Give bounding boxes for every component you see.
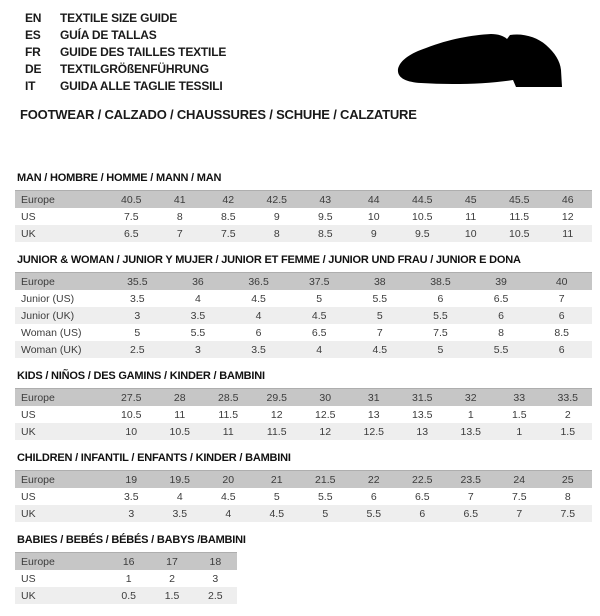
size-value-cell: 3.5 — [130, 292, 145, 305]
table-row — [15, 389, 592, 407]
language-code: DE — [25, 62, 42, 76]
table-row — [15, 587, 237, 604]
size-value-cell: 42 — [204, 191, 253, 209]
size-value-cell: 44.5 — [398, 191, 447, 209]
size-value-cell: 8 — [176, 210, 183, 223]
size-value-cell: 45.5 — [495, 191, 544, 209]
size-value-cell: 9 — [370, 227, 377, 240]
size-value-cell: 20 — [204, 471, 253, 489]
language-title: GUÍA DE TALLAS — [60, 28, 157, 42]
size-value-cell: 11.5 — [509, 210, 530, 223]
size-section — [15, 452, 592, 522]
language-code: EN — [25, 11, 42, 25]
language-title: GUIDA ALLE TAGLIE TESSILI — [60, 79, 223, 93]
language-title: TEXTILGRÖßENFÜHRUNG — [60, 62, 209, 76]
size-value-cell: 40 — [531, 273, 592, 291]
size-value-cell: 4 — [195, 292, 201, 305]
size-value-cell: 28.5 — [204, 389, 253, 407]
size-value-cell: 21.5 — [301, 471, 350, 489]
size-value-cell: 12.5 — [363, 425, 384, 438]
size-value-cell: 10 — [125, 425, 138, 438]
language-row — [25, 61, 226, 78]
size-value-cell: 13.5 — [460, 425, 481, 438]
size-section — [15, 254, 592, 358]
size-value-cell: 13 — [367, 408, 380, 421]
table-row — [15, 423, 592, 440]
size-table — [15, 470, 592, 522]
size-value-cell: 12 — [319, 425, 332, 438]
size-value-cell: 7 — [467, 490, 474, 503]
size-value-cell: 27.5 — [107, 389, 156, 407]
table-row — [15, 471, 592, 489]
size-table — [15, 190, 592, 242]
table-row — [15, 290, 592, 307]
section-title: MAN / HOMBRE / HOMME / MANN / MAN — [17, 172, 222, 184]
row-label-cell: US — [21, 572, 36, 585]
size-value-cell: 3 — [128, 507, 135, 520]
language-row — [25, 27, 226, 44]
size-value-cell: 3.5 — [190, 309, 206, 322]
size-value-cell: 19.5 — [156, 471, 205, 489]
table-row — [15, 553, 237, 571]
size-value-cell: 31 — [350, 389, 399, 407]
size-value-cell: 11 — [174, 408, 186, 421]
size-value-cell: 3 — [195, 343, 201, 356]
size-table — [15, 272, 592, 358]
size-value-cell: 12.5 — [315, 408, 336, 421]
size-value-cell: 40.5 — [107, 191, 156, 209]
size-value-cell: 23.5 — [447, 471, 496, 489]
size-value-cell: 37.5 — [289, 273, 350, 291]
size-value-cell: 6 — [370, 490, 377, 503]
size-value-cell: 10.5 — [169, 425, 190, 438]
size-value-cell: 7.5 — [511, 490, 527, 503]
size-value-cell: 7 — [376, 326, 383, 339]
category-heading: FOOTWEAR / CALZADO / CHAUSSURES / SCHUHE / CALZATURE — [20, 107, 417, 122]
row-label-cell: Junior (US) — [21, 292, 75, 305]
size-value-cell: 9.5 — [317, 210, 333, 223]
row-label-cell: UK — [21, 507, 36, 520]
size-value-cell: 10.5 — [509, 227, 530, 240]
table-row — [15, 505, 592, 522]
size-value-cell: 11.5 — [218, 408, 239, 421]
size-value-cell: 8.5 — [220, 210, 236, 223]
size-value-cell: 33.5 — [544, 389, 593, 407]
size-value-cell: 9.5 — [414, 227, 430, 240]
table-row — [15, 341, 592, 358]
size-value-cell: 32 — [447, 389, 496, 407]
size-value-cell: 4 — [176, 490, 183, 503]
size-value-cell: 38.5 — [410, 273, 471, 291]
row-label-cell: Europe — [15, 553, 107, 571]
size-value-cell: 5 — [316, 292, 323, 305]
size-value-cell: 1.5 — [164, 589, 180, 602]
size-value-cell: 28 — [156, 389, 205, 407]
size-value-cell: 4.5 — [251, 292, 266, 305]
size-value-cell: 13.5 — [412, 408, 433, 421]
size-value-cell: 2 — [169, 572, 175, 585]
size-value-cell: 4.5 — [220, 490, 236, 503]
size-value-cell: 12 — [270, 408, 283, 421]
size-value-cell: 5 — [134, 326, 141, 339]
size-value-cell: 2 — [564, 408, 571, 421]
language-list — [25, 10, 226, 95]
row-label-cell: UK — [21, 425, 36, 438]
size-value-cell: 6.5 — [493, 292, 509, 305]
size-section — [15, 370, 592, 440]
size-value-cell: 8.5 — [554, 326, 569, 339]
size-value-cell: 1.5 — [560, 425, 576, 438]
size-value-cell: 5 — [376, 309, 383, 322]
size-value-cell: 46 — [544, 191, 593, 209]
language-title: TEXTILE SIZE GUIDE — [60, 11, 178, 25]
size-value-cell: 6.5 — [311, 326, 327, 339]
table-row — [15, 488, 592, 505]
size-value-cell: 10.5 — [121, 408, 142, 421]
size-value-cell: 36 — [168, 273, 229, 291]
size-value-cell: 44 — [350, 191, 399, 209]
size-value-cell: 39 — [471, 273, 532, 291]
size-value-cell: 36.5 — [228, 273, 289, 291]
size-value-cell: 35.5 — [107, 273, 168, 291]
size-value-cell: 25 — [544, 471, 593, 489]
language-code: ES — [25, 28, 41, 42]
size-value-cell: 1 — [516, 425, 523, 438]
size-value-cell: 5 — [437, 343, 444, 356]
size-value-cell: 6 — [498, 309, 504, 322]
size-value-cell: 41 — [156, 191, 205, 209]
row-label-cell: Woman (US) — [21, 326, 82, 339]
size-table — [15, 388, 592, 440]
size-value-cell: 1 — [467, 408, 474, 421]
size-value-cell: 8.5 — [317, 227, 333, 240]
size-value-cell: 7.5 — [433, 326, 448, 339]
size-value-cell: 22.5 — [398, 471, 447, 489]
size-value-cell: 5.5 — [493, 343, 509, 356]
row-label-cell: US — [21, 408, 36, 421]
size-value-cell: 7.5 — [560, 507, 576, 520]
size-value-cell: 29.5 — [253, 389, 302, 407]
row-label-cell: US — [21, 210, 36, 223]
size-value-cell: 24 — [495, 471, 544, 489]
size-value-cell: 5.5 — [433, 309, 448, 322]
size-value-cell: 3.5 — [172, 507, 188, 520]
size-value-cell: 3 — [212, 572, 219, 585]
size-value-cell: 31.5 — [398, 389, 447, 407]
size-value-cell: 6 — [255, 326, 262, 339]
size-value-cell: 21 — [253, 471, 302, 489]
size-section — [15, 534, 592, 604]
size-value-cell: 30 — [301, 389, 350, 407]
size-value-cell: 45 — [447, 191, 496, 209]
size-value-cell: 10 — [367, 210, 380, 223]
size-value-cell: 1.5 — [511, 408, 527, 421]
size-value-cell: 6 — [419, 507, 426, 520]
size-value-cell: 4 — [316, 343, 323, 356]
size-value-cell: 7 — [558, 292, 565, 305]
size-value-cell: 7 — [176, 227, 183, 240]
size-value-cell: 5.5 — [317, 490, 333, 503]
table-row — [15, 225, 592, 242]
table-row — [15, 307, 592, 324]
size-value-cell: 17 — [150, 553, 193, 571]
language-title: GUIDE DES TAILLES TEXTILE — [60, 45, 227, 59]
size-value-cell: 5.5 — [372, 292, 388, 305]
size-value-cell: 2.5 — [208, 589, 223, 602]
size-value-cell: 11.5 — [266, 425, 287, 438]
language-row — [25, 44, 226, 61]
size-value-cell: 11 — [562, 227, 574, 240]
row-label-cell: Woman (UK) — [21, 343, 82, 356]
section-title: CHILDREN / INFANTIL / ENFANTS / KINDER / BAMBINI — [17, 452, 291, 464]
size-value-cell: 5 — [273, 490, 280, 503]
size-value-cell: 6 — [558, 309, 565, 322]
size-value-cell: 8 — [273, 227, 280, 240]
language-row — [25, 10, 226, 27]
size-value-cell: 6.5 — [123, 227, 139, 240]
row-label-cell: UK — [21, 227, 36, 240]
size-tables — [15, 172, 592, 616]
size-value-cell: 4.5 — [311, 309, 327, 322]
table-row — [15, 208, 592, 225]
row-label-cell: Europe — [15, 389, 107, 407]
size-value-cell: 18 — [194, 553, 237, 571]
size-value-cell: 8 — [498, 326, 504, 339]
size-section — [15, 172, 592, 242]
size-value-cell: 38 — [350, 273, 411, 291]
table-row — [15, 570, 237, 587]
size-value-cell: 22 — [350, 471, 399, 489]
section-title: JUNIOR & WOMAN / JUNIOR Y MUJER / JUNIOR ET FEMME / JUNIOR UND FRAU / JUNIOR E DONA — [17, 254, 521, 266]
size-value-cell: 12 — [561, 210, 574, 223]
size-value-cell: 10.5 — [412, 210, 433, 223]
section-title: BABIES / BEBÉS / BÉBÉS / BABYS /BAMBINI — [17, 534, 246, 546]
row-label-cell: Europe — [15, 471, 107, 489]
size-value-cell: 42.5 — [253, 191, 302, 209]
size-value-cell: 7.5 — [123, 210, 139, 223]
size-value-cell: 3.5 — [251, 343, 266, 356]
size-value-cell: 10 — [464, 227, 477, 240]
language-code: FR — [25, 45, 41, 59]
size-value-cell: 19 — [107, 471, 156, 489]
size-value-cell: 7.5 — [220, 227, 236, 240]
language-row — [25, 78, 226, 95]
table-row — [15, 273, 592, 291]
table-row — [15, 324, 592, 341]
size-value-cell: 5 — [322, 507, 329, 520]
row-label-cell: Europe — [15, 191, 107, 209]
size-value-cell: 4 — [225, 507, 232, 520]
size-value-cell: 16 — [107, 553, 150, 571]
size-value-cell: 9 — [273, 210, 280, 223]
table-row — [15, 406, 592, 423]
row-label-cell: Europe — [15, 273, 107, 291]
row-label-cell: UK — [21, 589, 36, 602]
size-value-cell: 0.5 — [121, 589, 136, 602]
size-value-cell: 11 — [465, 210, 477, 223]
size-value-cell: 33 — [495, 389, 544, 407]
size-table — [15, 552, 237, 604]
size-value-cell: 1 — [125, 572, 132, 585]
row-label-cell: Junior (UK) — [21, 309, 75, 322]
size-value-cell: 5.5 — [190, 326, 206, 339]
shoe-icon — [395, 33, 573, 93]
size-value-cell: 4.5 — [372, 343, 388, 356]
row-label-cell: US — [21, 490, 36, 503]
size-value-cell: 4.5 — [269, 507, 285, 520]
size-value-cell: 6 — [437, 292, 444, 305]
size-value-cell: 3.5 — [123, 490, 139, 503]
table-row — [15, 191, 592, 209]
size-value-cell: 11 — [222, 425, 234, 438]
language-code: IT — [25, 79, 36, 93]
size-value-cell: 7 — [516, 507, 523, 520]
size-value-cell: 13 — [416, 425, 429, 438]
size-value-cell: 43 — [301, 191, 350, 209]
section-title: KIDS / NIÑOS / DES GAMINS / KINDER / BAMBINI — [17, 370, 265, 382]
size-value-cell: 2.5 — [130, 343, 145, 356]
size-value-cell: 6.5 — [414, 490, 430, 503]
size-value-cell: 4 — [255, 309, 262, 322]
size-value-cell: 3 — [134, 309, 141, 322]
size-value-cell: 5.5 — [366, 507, 382, 520]
size-value-cell: 8 — [564, 490, 571, 503]
size-value-cell: 6.5 — [463, 507, 479, 520]
size-value-cell: 6 — [558, 343, 565, 356]
